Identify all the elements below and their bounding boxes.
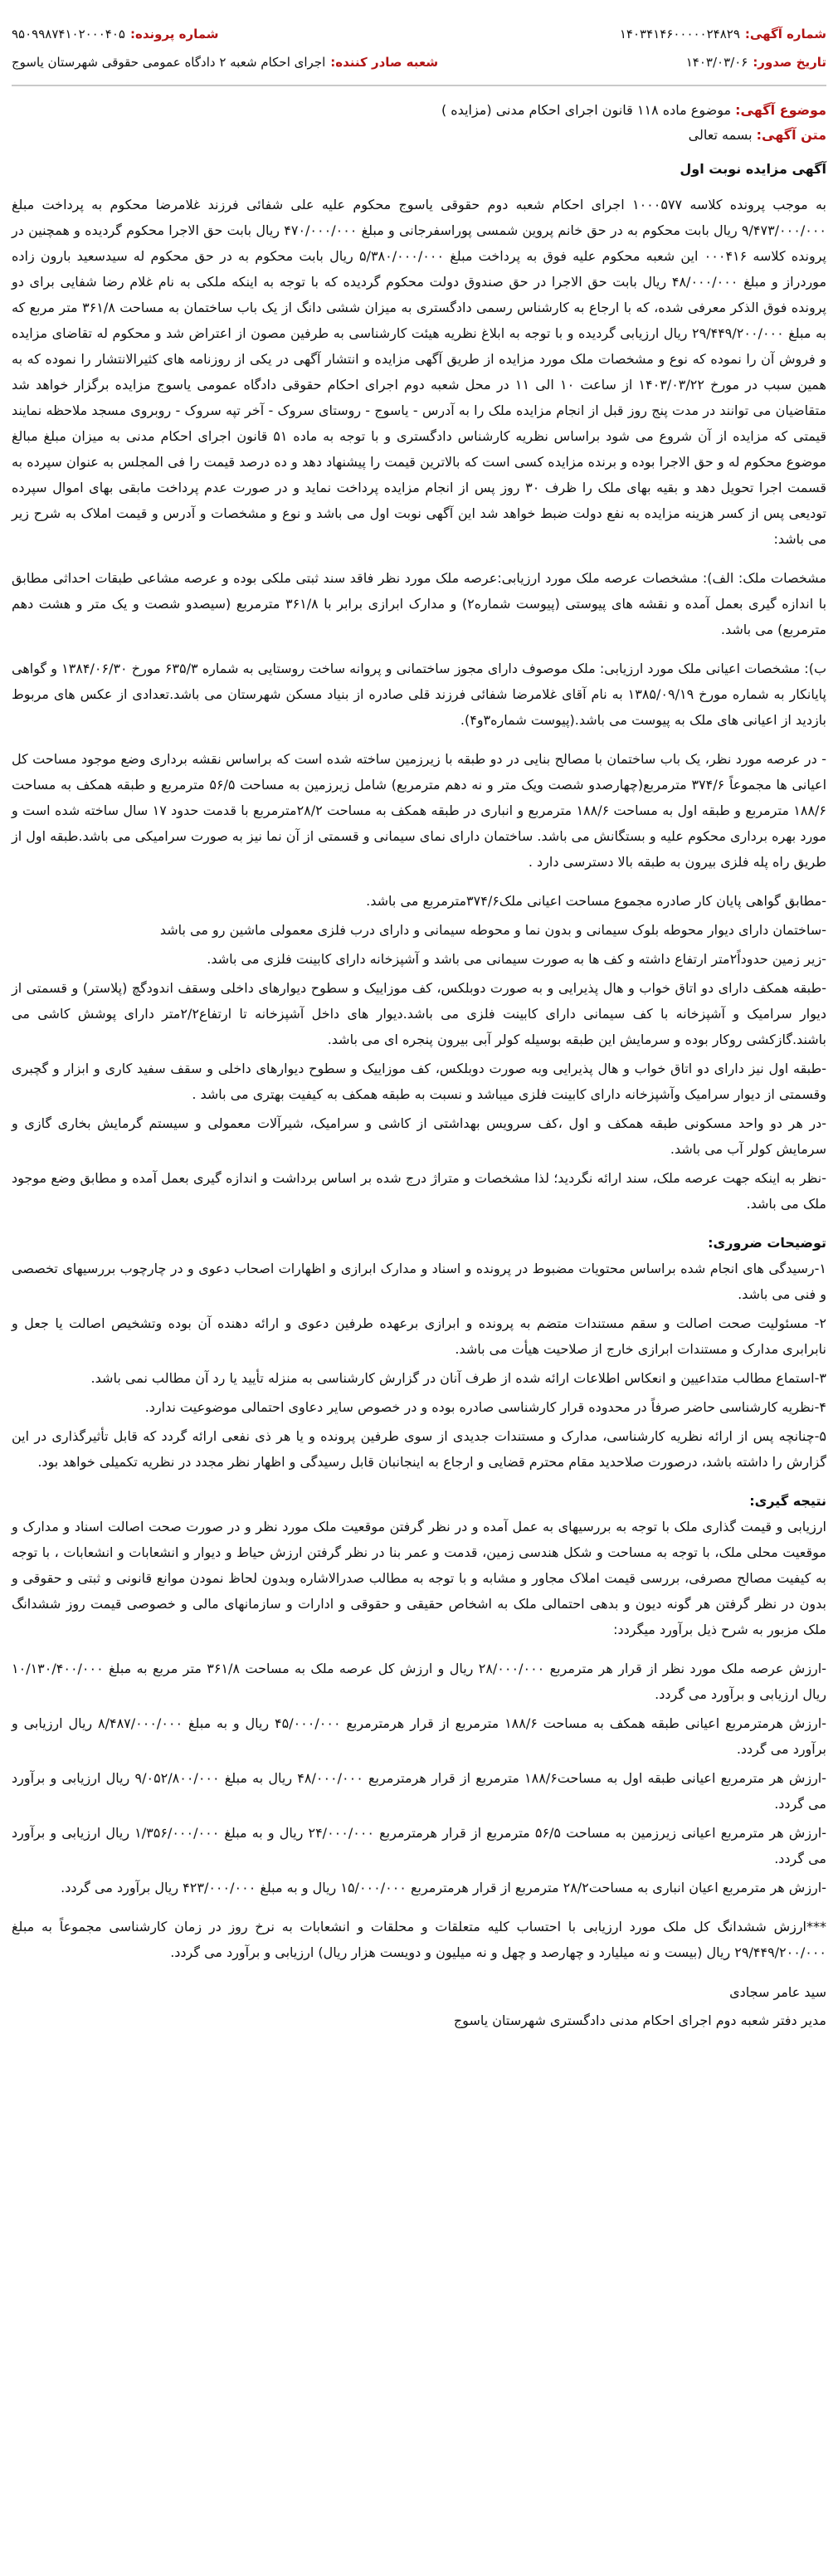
list-item: -ساختمان دارای دیوار محوطه بلوک سیمانی و بدون نما و محوطه سیمانی و دارای درب فلزی معمولی ماشین رو می باشد: [159, 922, 826, 938]
subject-label: موضوع آگهی:: [735, 102, 826, 118]
list-item: -مطابق گواهی پایان کار صادره مجموع مساحت اعیانی ملک۳۷۴/۶مترمربع می باشد.: [366, 893, 826, 909]
valuation-item: -ارزش هر مترمربع اعیانی طبقه اول به مساحت۱۸۸/۶ مترمربع از قرار هرمترمربع ۴۸/۰۰۰/۰۰۰ ریال به مبلغ ۹/۰۵۲/۸۰۰/۰۰۰ ریال ارزیابی و برآورد می گردد.: [12, 1770, 827, 1812]
paragraph-case-summary: به موجب پرونده کلاسه ۱۰۰۰۵۷۷ اجرای احکام شعبه دوم حقوقی یاسوج محکوم علیه علی شفائی فرزند غلامرضا محکوم به پرداخت مبلغ ۹/۴۷۳/۰۰۰/۰۰۰ ریال بابت محکوم به در حق خانم پروین شمسی پوراسفرجانی و مبلغ ۴۷۰/۰۰۰/۰۰۰ ریال بابت حق الاجرا محکوم گردیده و همچنین در پرونده کلاسه ۰۰۰۴۱۶ این شعبه محکوم علیه فوق به پرداخت مبلغ ۵/۳۸۰/۰۰۰/۰۰۰ ریال بابت محکوم به در حق محکوم له سیدسعید بارون زاده موردراز و مبلغ ۴۸/۰۰۰/۰۰۰ ریال بابت حق الاجرا در حق صندوق دولت محکوم گردیده که با توجه به اینکه ملکی به نام غلام رضا شفایی برای دو پرونده فوق الذکر معرفی شده، که با ارجاع به کارشناس رسمی دادگستری به میزان ششی دانگ از یک باب ساختمان به مساحت ۳۶۱/۸ متر مربع که به مبلغ ۲۹/۴۴۹/۲۰۰/۰۰۰ ریال ارزیابی گردیده و با توجه به ابلاغ نظریه هیئت کارشناسی به طرفین مصون از اعتراض شد و محکوم له تقاضای مزایده و فروش آن را نموده که نوع و مشخصات ملک مورد مزایده از طریق آگهی مزایده و انتشار آگهی در یکی از روزنامه های کثیرالانتشار را نموده که به همین سبب در مورخ ۱۴۰۳/۰۳/۲۲ از ساعت ۱۰ الی ۱۱ در محل شعبه دوم اجرای احکام حقوقی دادگاه عمومی یاسوج مزایده برگزار خواهد شد متقاضیان می توانند در مدت پنج روز قبل از انجام مزایده ملک را به آدرس - یاسوج - روستای سروک - آخر تپه سروک - روبروی مسجد ملاحظه نمایند قیمتی که مزایده از آن شروع می شود براساس نظریه کارشناس دادگستری و با توجه به ماده ۵۱ قانون اجرای احکام مدنی به میزان مبلغ مبالغ موضوع محکوم له و حق الاجرا بوده و برنده مزایده کسی است که بالاترین قیمت را پیشنهاد دهد و ده درصد قیمت را فی المجلس به عنوان سپرده به قسمت اجرا تحویل دهد و بقیه بهای ملک را ظرف ۳۰ روز پس از انجام مزایده پرداخت نماید و در صورت عدم پرداخت مابقی بهای اموال سپرده تودیعی پس از کسر هزینه مزایده به نفع دولت ضبط خواهد شد این آگهی نوبت اول می باشد و نوع و مشخصات و آدرس و قیمت املاک به شرح زیر می باشد:: [12, 197, 827, 547]
case-number-label: شماره پرونده:: [129, 27, 219, 41]
case-number: [12, 27, 219, 41]
note-item: ۱-رسیدگی های انجام شده براساس محتویات مضبوط در پرونده و اسناد و مدارک ابرازی و اظهارات اصحاب دعوی و در چارچوب بررسیهای تخصصی و فنی می باشد.: [12, 1261, 826, 1302]
note-item: ۵-چنانچه پس از ارائه نظریه کارشناسی، مدارک و مستندات جدیدی از سوی طرفین پرونده و یا هر ذی نفعی ارائه گردد که قابل تأثیرگذاری در این گزارش را داشته باشد، درصورت صلاحدید مقام محترم قضایی و ارجاع به اینجانبان قابل رسیدگی و اظهار نظر مجدد در نظریه تکمیلی خواهد بود.: [12, 1428, 826, 1470]
opening-phrase: بسمه تعالی: [688, 127, 753, 143]
issuing-branch-label: شعبه صادر کننده:: [330, 55, 439, 70]
paragraph-result: ارزیابی و قیمت گذاری ملک با توجه به بررسیهای به عمل آمده و در نظر گرفتن موقعیت ملک مورد نظر و در صورت صحت اصالت اسناد و مدارک و موقعیت محلی ملک، با توجه به مساحت و شکل هندسی زمین، قدمت و عمر بنا در نظر گرفتن ارزش حیاط و دیوار و انشعابات و انشعابات ، با توجه به کیفیت مصالح مصرفی، بررسی قیمت املاک مجاور و مشابه و با توجه به مطالب صدرالاشاره وبدون لحاظ نمودن موانع قانونی و ثبتی و حقوقی و بدون در نظر گرفتن هر گونه دیون و بدهی احتمالی ملک به اشخاص حقیقی و حقوقی و ادارات و سازمانهای مالی و خصوصی قیمت روز ششدانگ ملک مزبور به شرح ذیل برآورد میگردد:: [12, 1519, 826, 1637]
paragraph-total-valuation: ***ارزش ششدانگ کل ملک مورد ارزیابی با احتساب کلیه متعلقات و محلقات و انشعابات به نرخ روز در زمان کارشناسی مجموعاً به مبلغ ۲۹/۴۴۹/۲۰۰/۰۰۰ ریال (بیست و نه میلیارد و چهارصد و چهل و نه میلیون و دویست هزار ریال) ارزیابی و برآورد می گردد.: [12, 1919, 826, 1960]
text-line: [12, 123, 826, 148]
note-item: ۲- مسئولیت صحت اصالت و سقم مستندات متضم به پرونده و ابرازی برعهده طرفین دعوی و ارائه دهنده آن بوده وتشخیص اصالت یا جعل و نابرابری مدارک و مستندات ابرازی خارج از صلاحیت هیأت می باشد.: [12, 1315, 826, 1357]
ad-number-label: شماره آگهی:: [744, 27, 826, 41]
list-item: -زیر زمین حدوداً۲متر ارتفاع داشته و کف ها به صورت سیمانی می باشد و آشپزخانه دارای کابینت فلزی می باشد.: [207, 951, 826, 967]
ad-meta: [12, 98, 826, 148]
note-item: ۴-نظریه کارشناسی حاضر صرفاً در محدوده قرار کارشناسی صادره بوده و در خصوص سایر دعاوی احتمالی موضوعیت ندارد.: [144, 1399, 826, 1415]
issue-date-value: ۱۴۰۳/۰۳/۰۶: [685, 55, 748, 70]
list-item: -در هر دو واحد مسکونی طبقه همکف و اول ،کف سرویس بهداشتی از کاشی و سرامیک، شیرآلات معمولی و سیستم گرمایش بخاری گازی و سرمایش کولر آب می باشد.: [12, 1115, 826, 1157]
issuing-branch: [12, 55, 438, 70]
valuation-item: -ارزش عرصه ملک مورد نظر از قرار هر مترمربع ۲۸/۰۰۰/۰۰۰ ریال و ارزش کل عرصه ملک به مساحت ۳۶۱/۸ متر مربع به مبلغ ۱۰/۱۳۰/۴۰۰/۰۰۰ ریال ارزیابی و برآورد می گردد.: [12, 1661, 827, 1702]
issue-date: [686, 55, 826, 70]
issuing-branch-value: اجرای احکام شعبه ۲ دادگاه عمومی حقوقی شهرستان یاسوج: [12, 55, 326, 70]
text-label: متن آگهی:: [756, 127, 826, 143]
list-item: -نظر به اینکه جهت عرصه ملک، سند ارائه نگردید؛ لذا مشخصات و متراژ درج شده بر اساس برداشت و اندازه گیری بعمل آمده و مطابق وضع موجود ملک می باشد.: [12, 1170, 826, 1212]
document-header: [12, 20, 826, 86]
signatory-name: سید عامر سجادی: [729, 1984, 826, 2000]
issue-date-label: تاریخ صدور:: [753, 55, 826, 70]
ad-title: آگهی مزایده نوبت اول: [680, 161, 826, 177]
result-heading: نتیجه گیری:: [749, 1493, 826, 1509]
ad-number-value: ۱۴۰۳۴۱۴۶۰۰۰۰۰۲۴۸۲۹: [619, 27, 740, 41]
list-item: -طبقه اول نیز دارای دو اتاق خواب و هال پذیرایی وبه صورت دوبلکس، کف موزاییک و سطوح دیوارهای داخلی و سقف سفید کاری و ابزار و گچبری وقسمتی از دیوار سرامیک وآشپزخانه دارای کابینت فلزی میباشد و نسبت به طبقه همکف به کیفیت بهتری می باشد .: [12, 1061, 826, 1102]
ad-number: [620, 27, 826, 41]
subject-value: موضوع ماده ۱۱۸ قانون اجرای احکام مدنی (مزایده ): [441, 102, 732, 118]
valuation-item: -ارزش هرمترمربع اعیانی طبقه همکف به مساحت ۱۸۸/۶ مترمربع از قرار هرمترمربع ۴۵/۰۰۰/۰۰۰ ریال و به مبلغ ۸/۴۸۷/۰۰۰/۰۰۰ ریال ارزیابی و برآورد می گردد.: [12, 1715, 827, 1757]
signatory-title: مدیر دفتر شعبه دوم اجرای احکام مدنی دادگستری شهرستان یاسوج: [453, 2013, 826, 2028]
list-item: -طبقه همکف دارای دو اتاق خواب و هال پذیرایی و به صورت دوبلکس، کف موزاییک و سطوح دیوارهای داخلی وسقف اندودگچ (پلاستر) و قسمتی از دیوار سرامیک و آشپزخانه با کف سیمانی دارای کابینت فلزی می باشد.دیوار های داخل آشپزخانه تا ارتفاع۲/۲متر دارای پوشش کاشی می باشند.گازکشی روکار بوده و سرمایش این طبقه بوسیله کولر آبی بیرون پنجره ای می باشد.: [12, 980, 827, 1047]
paragraph-building-spec: ب): مشخصات اعیانی ملک مورد ارزیابی: ملک موصوف دارای مجوز ساختمانی و پروانه ساخت روستایی به شماره ۶۳۵/۳ مورخ ۱۳۸۴/۰۶/۳۰ و گواهی پایانکار به شماره مورخ ۱۳۸۵/۰۹/۱۹ به نام آقای غلامرضا شفائی فرزند قلی صادره از بنیاد مسکن شهرستان می باشد.تعدادی از عکس های مربوط بازدید از اعیانی های ملک به پیوست می باشد.(پیوست شماره۳و۴).: [12, 661, 827, 728]
subject-line: [12, 98, 826, 123]
header-row-2: [12, 48, 826, 76]
signature-block: [12, 1978, 826, 2035]
valuation-item: -ارزش هر مترمربع اعیانی زیرزمین به مساحت ۵۶/۵ مترمربع از قرار هرمترمربع ۲۴/۰۰۰/۰۰۰ ریال و به مبلغ ۱/۳۵۶/۰۰۰/۰۰۰ ریال ارزیابی و برآورد می گردد.: [12, 1825, 826, 1866]
note-item: ۳-استماع مطالب متداعیین و انعکاس اطلاعات ارائه شده از طرف آنان در گزارش کارشناسی به منزله تأیید یا رد آن مطالب نمی باشد.: [90, 1370, 826, 1386]
valuation-item: -ارزش هر مترمربع اعیان انباری به مساحت۲۸/۲ مترمربع از قرار هرمترمربع ۱۵/۰۰۰/۰۰۰ ریال و به مبلغ ۴۲۳/۰۰۰/۰۰۰ ریال برآورد می گردد.: [61, 1880, 826, 1895]
paragraph-building-description: - در عرصه مورد نظر، یک باب ساختمان با مصالح بنایی در دو طبقه با زیرزمین ساخته شده است که براساس نقشه برداری وضع موجود مساحت کل اعیانی ها مجموعاً ۳۷۴/۶ مترمربع(چهارصدو شصت ویک متر و نه دهم مترمربع) شامل زیرزمین به مساحت ۵۶/۵ مترمربع و طبقه همکف به مساحت ۱۸۸/۶ مترمربع و طبقه اول به مساحت ۱۸۸/۶ مترمربع و انباری در طبقه همکف به مساحت ۲۸/۲مترمربع با قدمت حدود ۱۷ سال ساخته شده است و مورد بهره برداری محکوم علیه و بستگانش می باشد. ساختمان دارای نمای سیمانی و قسمتی از آن نما نیز به صورت سرامیکی می باشد.طبقه اول از طریق راه پله فلزی بیرون به طبقه بالا دسترسی دارد .: [12, 751, 827, 870]
ad-body: [12, 156, 826, 1965]
header-row-1: [12, 20, 826, 48]
notes-heading: توضیحات ضروری:: [708, 1235, 826, 1251]
paragraph-land-spec: مشخصات ملک: الف): مشخصات عرصه ملک مورد ارزیابی:عرصه ملک مورد نظر فاقد سند ثبتی ملکی بوده و عرصه مشاعی طبقات احداثی مطابق با اندازه گیری بعمل آمده و نقشه های پیوستی (پیوست شماره۲) و مدارک ابرازی برابر با ۳۶۱/۸ مترمربع (سیصدو شصت و یک متر و هشت دهم مترمربع) می باشد.: [12, 570, 827, 637]
case-number-value: ۹۵۰۹۹۸۷۴۱۰۲۰۰۰۴۰۵: [12, 27, 125, 41]
